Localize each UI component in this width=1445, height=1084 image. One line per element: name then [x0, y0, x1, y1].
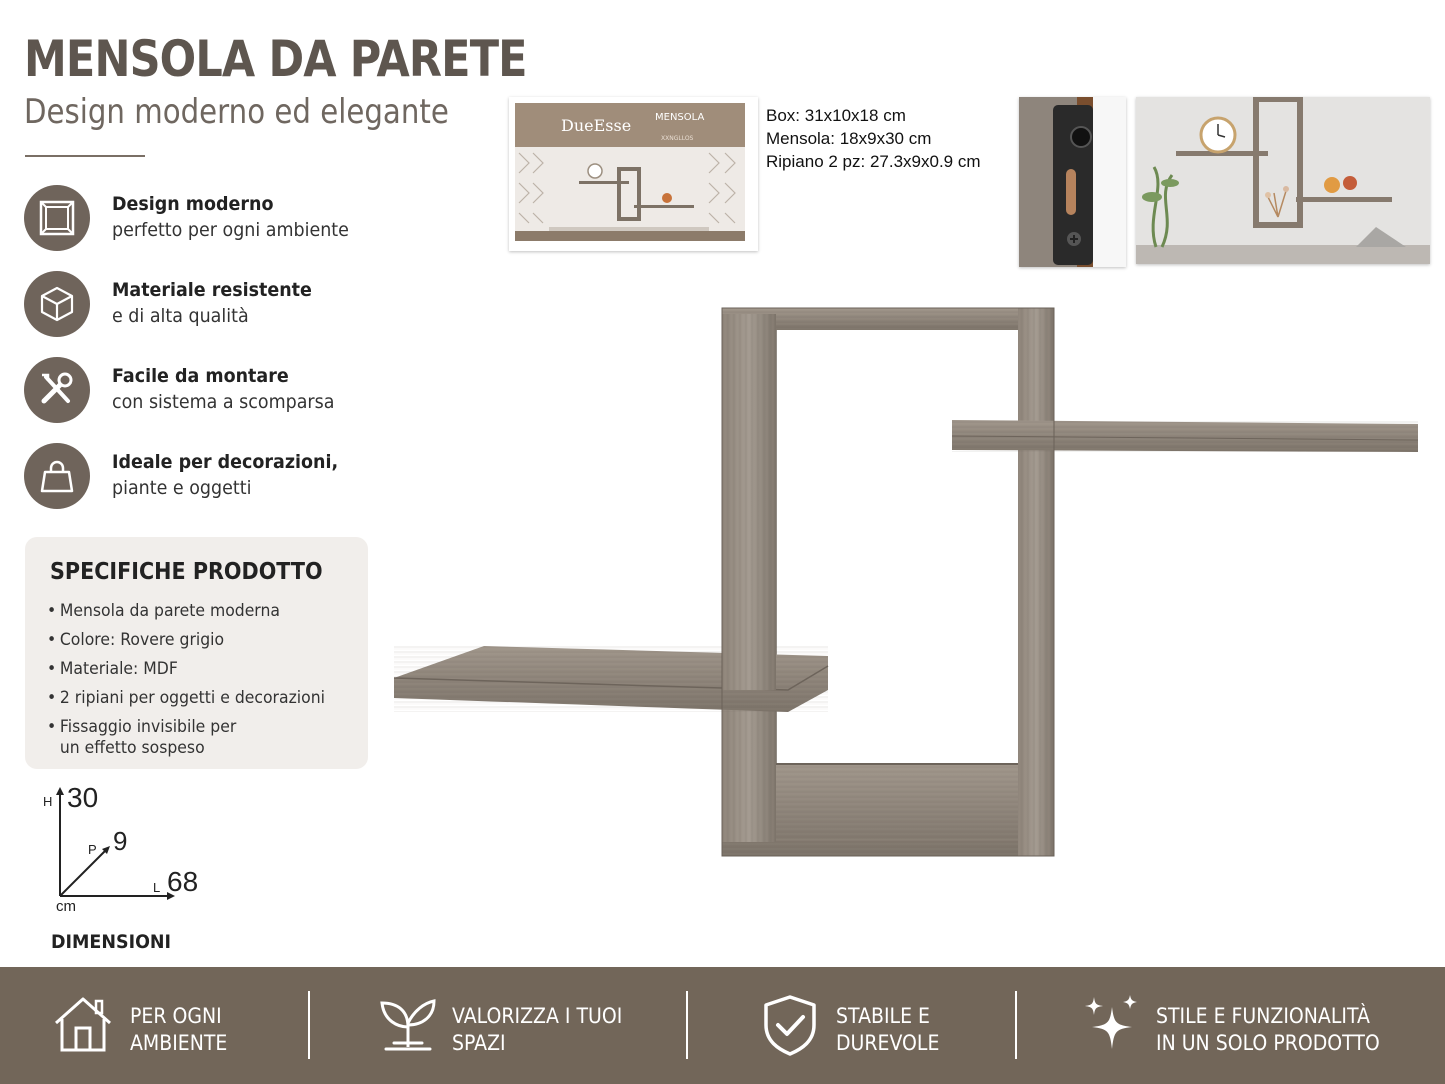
- feature-item-assembly: [24, 357, 384, 423]
- feature-description: piante e oggetti: [112, 477, 252, 499]
- frame-icon: [24, 185, 90, 251]
- feature-description: con sistema a scomparsa: [112, 391, 335, 413]
- spec-item: • Mensola da parete moderna: [47, 601, 280, 621]
- sparkle-icon: [1082, 993, 1142, 1055]
- page-subtitle: Design moderno ed elegante: [24, 92, 449, 132]
- brand-logo: DueEsse: [561, 116, 632, 135]
- feature-description: perfetto per ogni ambiente: [112, 219, 349, 241]
- cube-icon: [24, 271, 90, 337]
- specs-list: [47, 601, 349, 768]
- box-size: Box: 31x10x18 cm: [766, 106, 906, 125]
- footer-divider: [1015, 991, 1017, 1059]
- shelf-size: Mensola: 18x9x30 cm: [766, 129, 932, 148]
- package-dimensions-info: [766, 104, 981, 173]
- footer-divider: [686, 991, 688, 1059]
- unit-label: cm: [56, 898, 76, 915]
- benefit-text: VALORIZZA I TUOI SPAZI: [452, 1004, 623, 1055]
- hanger-detail-thumbnail: [1019, 97, 1126, 267]
- feature-title: Materiale resistente: [112, 279, 312, 301]
- main-product-image: [390, 300, 1430, 870]
- depth-letter: P: [88, 842, 97, 857]
- benefit-text: PER OGNI AMBIENTE: [130, 1004, 228, 1055]
- spec-item: • Colore: Rovere grigio: [47, 630, 225, 650]
- spec-item: • Fissaggio invisibile per un effetto sospeso: [47, 717, 237, 758]
- feature-title: Facile da montare: [112, 365, 289, 387]
- sprout-icon: [378, 997, 438, 1053]
- feature-item-material: [24, 271, 384, 337]
- dimensions-diagram: [40, 784, 220, 914]
- length-letter: L: [153, 880, 161, 895]
- specs-title: SPECIFICHE PRODOTTO: [50, 559, 323, 585]
- feature-item-design: [24, 185, 384, 251]
- height-letter: H: [43, 794, 53, 809]
- benefit-every-room: [50, 967, 290, 1084]
- room-scene-thumbnail: [1136, 97, 1430, 264]
- footer-benefits-bar: [0, 967, 1445, 1084]
- dimensions-title: DIMENSIONI: [51, 931, 172, 953]
- feature-title: Ideale per decorazioni,: [112, 451, 339, 473]
- spec-item: • 2 ripiani per oggetti e decorazioni: [47, 688, 325, 708]
- depth-value: 9: [113, 826, 128, 856]
- benefit-enhance-spaces: [376, 967, 666, 1084]
- footer-divider: [308, 991, 310, 1059]
- shield-check-icon: [762, 993, 818, 1057]
- tools-icon: [24, 357, 90, 423]
- package-code: XXNGLLOS: [661, 135, 694, 142]
- spec-item: • Materiale: MDF: [47, 659, 178, 679]
- height-value: 30: [67, 782, 99, 813]
- bag-icon: [24, 443, 90, 509]
- product-specs-panel: [25, 537, 368, 769]
- benefit-stable-durable: [760, 967, 1000, 1084]
- benefit-text: STABILE E DUREVOLE: [836, 1004, 940, 1055]
- benefit-text: STILE E FUNZIONALITÀ IN UN SOLO PRODOTTO: [1156, 1004, 1380, 1055]
- house-icon: [52, 995, 114, 1053]
- page-title: MENSOLA DA PARETE: [24, 30, 527, 88]
- boards-size: Ripiano 2 pz: 27.3x9x0.9 cm: [766, 152, 981, 171]
- title-divider: [25, 155, 145, 157]
- package-label: MENSOLA: [655, 112, 705, 123]
- packaging-thumbnail: [509, 97, 758, 251]
- feature-description: e di alta qualità: [112, 305, 249, 327]
- feature-item-decor: [24, 443, 384, 509]
- length-value: 68: [167, 866, 199, 897]
- benefit-style-function: [1080, 967, 1420, 1084]
- feature-title: Design moderno: [112, 193, 274, 215]
